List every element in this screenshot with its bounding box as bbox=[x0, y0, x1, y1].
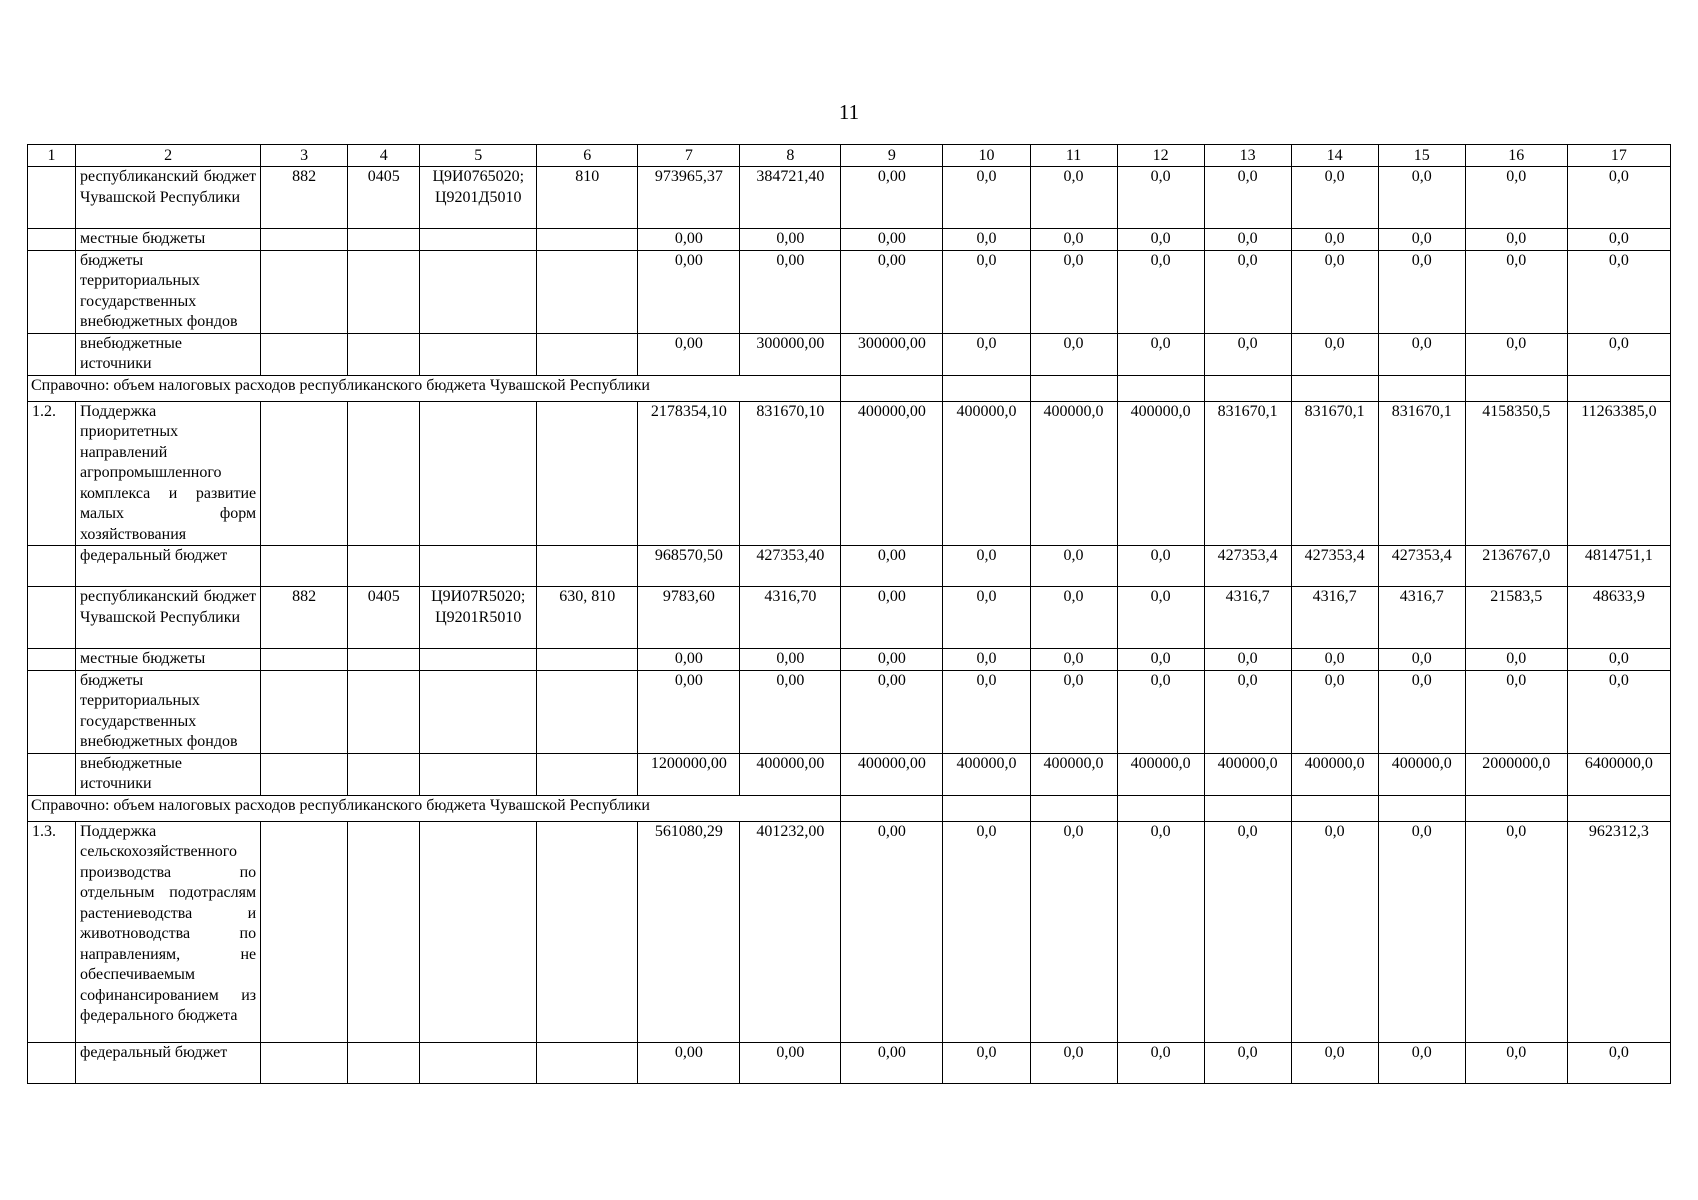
value-cell-col-16: 0,0 bbox=[1465, 250, 1567, 333]
section-code-cell: 0405 bbox=[348, 587, 420, 649]
value-cell-col-11: 0,0 bbox=[1030, 670, 1117, 753]
empty-cell bbox=[943, 375, 1030, 401]
value-cell-col-16: 0,0 bbox=[1465, 229, 1567, 251]
value-cell-col-12: 0,0 bbox=[1117, 649, 1204, 671]
value-cell-col-17: 0,0 bbox=[1567, 1042, 1670, 1083]
value-cell-col-11: 0,0 bbox=[1030, 649, 1117, 671]
value-cell-col-9: 0,00 bbox=[841, 587, 943, 649]
value-cell-col-10: 0,0 bbox=[943, 333, 1030, 375]
value-cell-col-8: 0,00 bbox=[740, 649, 841, 671]
gov-code-cell bbox=[261, 546, 348, 587]
page-number: 11 bbox=[838, 100, 860, 124]
expense-type-cell bbox=[537, 250, 638, 333]
value-cell-col-14: 0,0 bbox=[1291, 333, 1378, 375]
value-cell-col-9: 300000,00 bbox=[841, 333, 943, 375]
value-cell-col-13: 0,0 bbox=[1204, 821, 1291, 1042]
value-cell-col-12: 400000,0 bbox=[1117, 753, 1204, 795]
value-cell-col-12: 0,0 bbox=[1117, 333, 1204, 375]
section-code-cell bbox=[348, 546, 420, 587]
value-cell-col-12: 0,0 bbox=[1117, 250, 1204, 333]
value-cell-col-16: 2136767,0 bbox=[1465, 546, 1567, 587]
value-cell-col-10: 0,0 bbox=[943, 649, 1030, 671]
row-number-cell bbox=[28, 229, 76, 251]
row-number-cell bbox=[28, 333, 76, 375]
column-header-9: 9 bbox=[841, 145, 943, 167]
value-cell-col-7: 0,00 bbox=[638, 229, 740, 251]
value-cell-col-7: 0,00 bbox=[638, 333, 740, 375]
value-cell-col-15: 0,0 bbox=[1378, 250, 1465, 333]
value-cell-col-15: 831670,1 bbox=[1378, 401, 1465, 546]
value-cell-col-14: 400000,0 bbox=[1291, 753, 1378, 795]
target-code-cell bbox=[420, 821, 537, 1042]
value-cell-col-13: 400000,0 bbox=[1204, 753, 1291, 795]
table-row bbox=[28, 401, 1671, 546]
expense-type-cell: 630, 810 bbox=[537, 587, 638, 649]
value-cell-col-8: 384721,40 bbox=[740, 167, 841, 229]
value-cell-col-12: 0,0 bbox=[1117, 229, 1204, 251]
target-code-cell bbox=[420, 753, 537, 795]
column-header-5: 5 bbox=[420, 145, 537, 167]
gov-code-cell: 882 bbox=[261, 167, 348, 229]
empty-cell bbox=[1291, 375, 1378, 401]
gov-code-cell bbox=[261, 821, 348, 1042]
value-cell-col-15: 0,0 bbox=[1378, 670, 1465, 753]
empty-cell bbox=[841, 375, 943, 401]
value-cell-col-13: 0,0 bbox=[1204, 333, 1291, 375]
column-header-14: 14 bbox=[1291, 145, 1378, 167]
item-name-cell: федеральный бюджет bbox=[76, 1042, 261, 1083]
table-row bbox=[28, 333, 1671, 375]
column-header-1: 1 bbox=[28, 145, 76, 167]
value-cell-col-10: 0,0 bbox=[943, 587, 1030, 649]
target-code-cell bbox=[420, 649, 537, 671]
column-header-7: 7 bbox=[638, 145, 740, 167]
item-name-cell: Поддержка приоритетных направлений агропромышленного комплекса и развитие малых форм хозяйствования bbox=[76, 401, 261, 546]
value-cell-col-7: 0,00 bbox=[638, 1042, 740, 1083]
row-number-cell bbox=[28, 1042, 76, 1083]
item-name-cell: местные бюджеты bbox=[76, 229, 261, 251]
item-name-cell: республиканский бюджет Чувашской Республики bbox=[76, 587, 261, 649]
value-cell-col-8: 0,00 bbox=[740, 670, 841, 753]
value-cell-col-16: 0,0 bbox=[1465, 333, 1567, 375]
reference-note: Справочно: объем налоговых расходов республиканского бюджета Чувашской Республики bbox=[28, 795, 841, 821]
value-cell-col-17: 962312,3 bbox=[1567, 821, 1670, 1042]
value-cell-col-13: 4316,7 bbox=[1204, 587, 1291, 649]
value-cell-col-17: 0,0 bbox=[1567, 229, 1670, 251]
value-cell-col-13: 0,0 bbox=[1204, 649, 1291, 671]
reference-row bbox=[28, 795, 1671, 821]
value-cell-col-10: 0,0 bbox=[943, 250, 1030, 333]
column-header-12: 12 bbox=[1117, 145, 1204, 167]
table-row bbox=[28, 670, 1671, 753]
value-cell-col-17: 6400000,0 bbox=[1567, 753, 1670, 795]
column-header-6: 6 bbox=[537, 145, 638, 167]
value-cell-col-13: 0,0 bbox=[1204, 250, 1291, 333]
row-number-cell bbox=[28, 587, 76, 649]
value-cell-col-11: 0,0 bbox=[1030, 250, 1117, 333]
section-code-cell bbox=[348, 670, 420, 753]
empty-cell bbox=[1117, 375, 1204, 401]
empty-cell bbox=[1465, 375, 1567, 401]
value-cell-col-9: 0,00 bbox=[841, 167, 943, 229]
table-row bbox=[28, 167, 1671, 229]
item-name-cell: местные бюджеты bbox=[76, 649, 261, 671]
gov-code-cell bbox=[261, 1042, 348, 1083]
value-cell-col-8: 401232,00 bbox=[740, 821, 841, 1042]
row-number-cell bbox=[28, 649, 76, 671]
value-cell-col-10: 0,0 bbox=[943, 821, 1030, 1042]
value-cell-col-17: 48633,9 bbox=[1567, 587, 1670, 649]
empty-cell bbox=[943, 795, 1030, 821]
value-cell-col-7: 2178354,10 bbox=[638, 401, 740, 546]
row-number-cell: 1.2. bbox=[28, 401, 76, 546]
empty-cell bbox=[1204, 375, 1291, 401]
empty-cell bbox=[841, 795, 943, 821]
value-cell-col-14: 0,0 bbox=[1291, 821, 1378, 1042]
value-cell-col-14: 0,0 bbox=[1291, 649, 1378, 671]
value-cell-col-11: 0,0 bbox=[1030, 546, 1117, 587]
value-cell-col-12: 0,0 bbox=[1117, 1042, 1204, 1083]
section-code-cell bbox=[348, 821, 420, 1042]
value-cell-col-8: 4316,70 bbox=[740, 587, 841, 649]
empty-cell bbox=[1378, 375, 1465, 401]
target-code-cell bbox=[420, 401, 537, 546]
section-code-cell bbox=[348, 1042, 420, 1083]
value-cell-col-9: 0,00 bbox=[841, 250, 943, 333]
value-cell-col-16: 21583,5 bbox=[1465, 587, 1567, 649]
value-cell-col-13: 427353,4 bbox=[1204, 546, 1291, 587]
table-row bbox=[28, 229, 1671, 251]
empty-cell bbox=[1291, 795, 1378, 821]
value-cell-col-11: 0,0 bbox=[1030, 821, 1117, 1042]
section-code-cell bbox=[348, 229, 420, 251]
value-cell-col-12: 0,0 bbox=[1117, 587, 1204, 649]
item-name-cell: внебюджетные источники bbox=[76, 753, 261, 795]
value-cell-col-7: 0,00 bbox=[638, 649, 740, 671]
row-number-cell bbox=[28, 546, 76, 587]
value-cell-col-14: 0,0 bbox=[1291, 1042, 1378, 1083]
column-header-3: 3 bbox=[261, 145, 348, 167]
column-header-15: 15 bbox=[1378, 145, 1465, 167]
value-cell-col-15: 400000,0 bbox=[1378, 753, 1465, 795]
table-row bbox=[28, 821, 1671, 1042]
column-header-16: 16 bbox=[1465, 145, 1567, 167]
target-code-cell bbox=[420, 250, 537, 333]
empty-cell bbox=[1567, 375, 1670, 401]
section-code-cell bbox=[348, 401, 420, 546]
row-number-cell bbox=[28, 167, 76, 229]
empty-cell bbox=[1204, 795, 1291, 821]
row-number-cell bbox=[28, 250, 76, 333]
column-header-2: 2 bbox=[76, 145, 261, 167]
value-cell-col-16: 0,0 bbox=[1465, 167, 1567, 229]
expense-type-cell: 810 bbox=[537, 167, 638, 229]
expense-type-cell bbox=[537, 229, 638, 251]
value-cell-col-8: 300000,00 bbox=[740, 333, 841, 375]
value-cell-col-17: 4814751,1 bbox=[1567, 546, 1670, 587]
value-cell-col-14: 0,0 bbox=[1291, 167, 1378, 229]
value-cell-col-15: 4316,7 bbox=[1378, 587, 1465, 649]
value-cell-col-8: 0,00 bbox=[740, 229, 841, 251]
value-cell-col-8: 831670,10 bbox=[740, 401, 841, 546]
value-cell-col-12: 400000,0 bbox=[1117, 401, 1204, 546]
value-cell-col-11: 0,0 bbox=[1030, 1042, 1117, 1083]
value-cell-col-15: 0,0 bbox=[1378, 649, 1465, 671]
value-cell-col-11: 400000,0 bbox=[1030, 401, 1117, 546]
value-cell-col-9: 0,00 bbox=[841, 670, 943, 753]
value-cell-col-13: 0,0 bbox=[1204, 670, 1291, 753]
empty-cell bbox=[1378, 795, 1465, 821]
gov-code-cell bbox=[261, 753, 348, 795]
column-header-8: 8 bbox=[740, 145, 841, 167]
target-code-cell bbox=[420, 229, 537, 251]
section-code-cell bbox=[348, 649, 420, 671]
value-cell-col-7: 561080,29 bbox=[638, 821, 740, 1042]
item-name-cell: внебюджетные источники bbox=[76, 333, 261, 375]
gov-code-cell bbox=[261, 229, 348, 251]
value-cell-col-8: 400000,00 bbox=[740, 753, 841, 795]
value-cell-col-9: 0,00 bbox=[841, 229, 943, 251]
value-cell-col-11: 0,0 bbox=[1030, 587, 1117, 649]
value-cell-col-13: 0,0 bbox=[1204, 1042, 1291, 1083]
table-row bbox=[28, 753, 1671, 795]
target-code-cell: Ц9И0765020; Ц9201Д5010 bbox=[420, 167, 537, 229]
value-cell-col-15: 0,0 bbox=[1378, 229, 1465, 251]
value-cell-col-17: 0,0 bbox=[1567, 670, 1670, 753]
value-cell-col-10: 0,0 bbox=[943, 546, 1030, 587]
table-row bbox=[28, 649, 1671, 671]
value-cell-col-16: 0,0 bbox=[1465, 649, 1567, 671]
value-cell-col-16: 2000000,0 bbox=[1465, 753, 1567, 795]
value-cell-col-10: 400000,0 bbox=[943, 753, 1030, 795]
value-cell-col-14: 0,0 bbox=[1291, 250, 1378, 333]
value-cell-col-16: 0,0 bbox=[1465, 670, 1567, 753]
value-cell-col-10: 0,0 bbox=[943, 167, 1030, 229]
item-name-cell: республиканский бюджет Чувашской Республики bbox=[76, 167, 261, 229]
value-cell-col-11: 400000,0 bbox=[1030, 753, 1117, 795]
value-cell-col-9: 0,00 bbox=[841, 1042, 943, 1083]
column-header-17: 17 bbox=[1567, 145, 1670, 167]
gov-code-cell bbox=[261, 401, 348, 546]
table-row bbox=[28, 1042, 1671, 1083]
budget-table bbox=[27, 144, 1671, 1084]
value-cell-col-17: 11263385,0 bbox=[1567, 401, 1670, 546]
expense-type-cell bbox=[537, 753, 638, 795]
value-cell-col-7: 1200000,00 bbox=[638, 753, 740, 795]
value-cell-col-15: 0,0 bbox=[1378, 1042, 1465, 1083]
reference-row bbox=[28, 375, 1671, 401]
section-code-cell bbox=[348, 333, 420, 375]
empty-cell bbox=[1030, 375, 1117, 401]
gov-code-cell bbox=[261, 670, 348, 753]
empty-cell bbox=[1465, 795, 1567, 821]
value-cell-col-15: 427353,4 bbox=[1378, 546, 1465, 587]
gov-code-cell bbox=[261, 250, 348, 333]
gov-code-cell: 882 bbox=[261, 587, 348, 649]
target-code-cell bbox=[420, 546, 537, 587]
table-row bbox=[28, 587, 1671, 649]
value-cell-col-11: 0,0 bbox=[1030, 333, 1117, 375]
expense-type-cell bbox=[537, 333, 638, 375]
value-cell-col-17: 0,0 bbox=[1567, 649, 1670, 671]
value-cell-col-12: 0,0 bbox=[1117, 821, 1204, 1042]
value-cell-col-14: 4316,7 bbox=[1291, 587, 1378, 649]
value-cell-col-17: 0,0 bbox=[1567, 167, 1670, 229]
value-cell-col-15: 0,0 bbox=[1378, 821, 1465, 1042]
item-name-cell: Поддержка сельскохозяйственного производства по отдельным подотраслям растениеводства и животноводства по направлениям, не обеспечиваемым софинансированием из федерального бюджета bbox=[76, 821, 261, 1042]
value-cell-col-9: 0,00 bbox=[841, 649, 943, 671]
row-number-cell bbox=[28, 670, 76, 753]
expense-type-cell bbox=[537, 670, 638, 753]
row-number-cell bbox=[28, 753, 76, 795]
value-cell-col-16: 0,0 bbox=[1465, 1042, 1567, 1083]
value-cell-col-8: 0,00 bbox=[740, 1042, 841, 1083]
column-header-4: 4 bbox=[348, 145, 420, 167]
expense-type-cell bbox=[537, 546, 638, 587]
column-header-11: 11 bbox=[1030, 145, 1117, 167]
column-header-10: 10 bbox=[943, 145, 1030, 167]
value-cell-col-14: 0,0 bbox=[1291, 229, 1378, 251]
value-cell-col-10: 400000,0 bbox=[943, 401, 1030, 546]
value-cell-col-7: 0,00 bbox=[638, 250, 740, 333]
value-cell-col-11: 0,0 bbox=[1030, 167, 1117, 229]
value-cell-col-15: 0,0 bbox=[1378, 333, 1465, 375]
value-cell-col-10: 0,0 bbox=[943, 229, 1030, 251]
value-cell-col-12: 0,0 bbox=[1117, 670, 1204, 753]
target-code-cell bbox=[420, 1042, 537, 1083]
value-cell-col-9: 0,00 bbox=[841, 821, 943, 1042]
table-row bbox=[28, 250, 1671, 333]
gov-code-cell bbox=[261, 649, 348, 671]
value-cell-col-7: 968570,50 bbox=[638, 546, 740, 587]
value-cell-col-16: 4158350,5 bbox=[1465, 401, 1567, 546]
column-header-13: 13 bbox=[1204, 145, 1291, 167]
column-header-row bbox=[28, 145, 1671, 167]
value-cell-col-14: 427353,4 bbox=[1291, 546, 1378, 587]
row-number-cell: 1.3. bbox=[28, 821, 76, 1042]
value-cell-col-8: 0,00 bbox=[740, 250, 841, 333]
gov-code-cell bbox=[261, 333, 348, 375]
value-cell-col-15: 0,0 bbox=[1378, 167, 1465, 229]
value-cell-col-13: 0,0 bbox=[1204, 167, 1291, 229]
value-cell-col-12: 0,0 bbox=[1117, 167, 1204, 229]
table-row bbox=[28, 546, 1671, 587]
target-code-cell: Ц9И07R5020; Ц9201R5010 bbox=[420, 587, 537, 649]
expense-type-cell bbox=[537, 821, 638, 1042]
value-cell-col-7: 0,00 bbox=[638, 670, 740, 753]
value-cell-col-9: 0,00 bbox=[841, 546, 943, 587]
item-name-cell: бюджеты территориальных государственных внебюджетных фондов bbox=[76, 670, 261, 753]
value-cell-col-17: 0,0 bbox=[1567, 333, 1670, 375]
value-cell-col-7: 973965,37 bbox=[638, 167, 740, 229]
section-code-cell bbox=[348, 753, 420, 795]
value-cell-col-16: 0,0 bbox=[1465, 821, 1567, 1042]
item-name-cell: бюджеты территориальных государственных внебюджетных фондов bbox=[76, 250, 261, 333]
value-cell-col-10: 0,0 bbox=[943, 670, 1030, 753]
expense-type-cell bbox=[537, 649, 638, 671]
value-cell-col-14: 0,0 bbox=[1291, 670, 1378, 753]
value-cell-col-11: 0,0 bbox=[1030, 229, 1117, 251]
table-body bbox=[28, 145, 1671, 1084]
empty-cell bbox=[1567, 795, 1670, 821]
value-cell-col-14: 831670,1 bbox=[1291, 401, 1378, 546]
value-cell-col-8: 427353,40 bbox=[740, 546, 841, 587]
value-cell-col-13: 0,0 bbox=[1204, 229, 1291, 251]
expense-type-cell bbox=[537, 401, 638, 546]
empty-cell bbox=[1030, 795, 1117, 821]
value-cell-col-13: 831670,1 bbox=[1204, 401, 1291, 546]
target-code-cell bbox=[420, 333, 537, 375]
section-code-cell bbox=[348, 250, 420, 333]
reference-note: Справочно: объем налоговых расходов республиканского бюджета Чувашской Республики bbox=[28, 375, 841, 401]
value-cell-col-12: 0,0 bbox=[1117, 546, 1204, 587]
expense-type-cell bbox=[537, 1042, 638, 1083]
value-cell-col-9: 400000,00 bbox=[841, 401, 943, 546]
empty-cell bbox=[1117, 795, 1204, 821]
value-cell-col-17: 0,0 bbox=[1567, 250, 1670, 333]
value-cell-col-7: 9783,60 bbox=[638, 587, 740, 649]
value-cell-col-10: 0,0 bbox=[943, 1042, 1030, 1083]
target-code-cell bbox=[420, 670, 537, 753]
item-name-cell: федеральный бюджет bbox=[76, 546, 261, 587]
section-code-cell: 0405 bbox=[348, 167, 420, 229]
value-cell-col-9: 400000,00 bbox=[841, 753, 943, 795]
